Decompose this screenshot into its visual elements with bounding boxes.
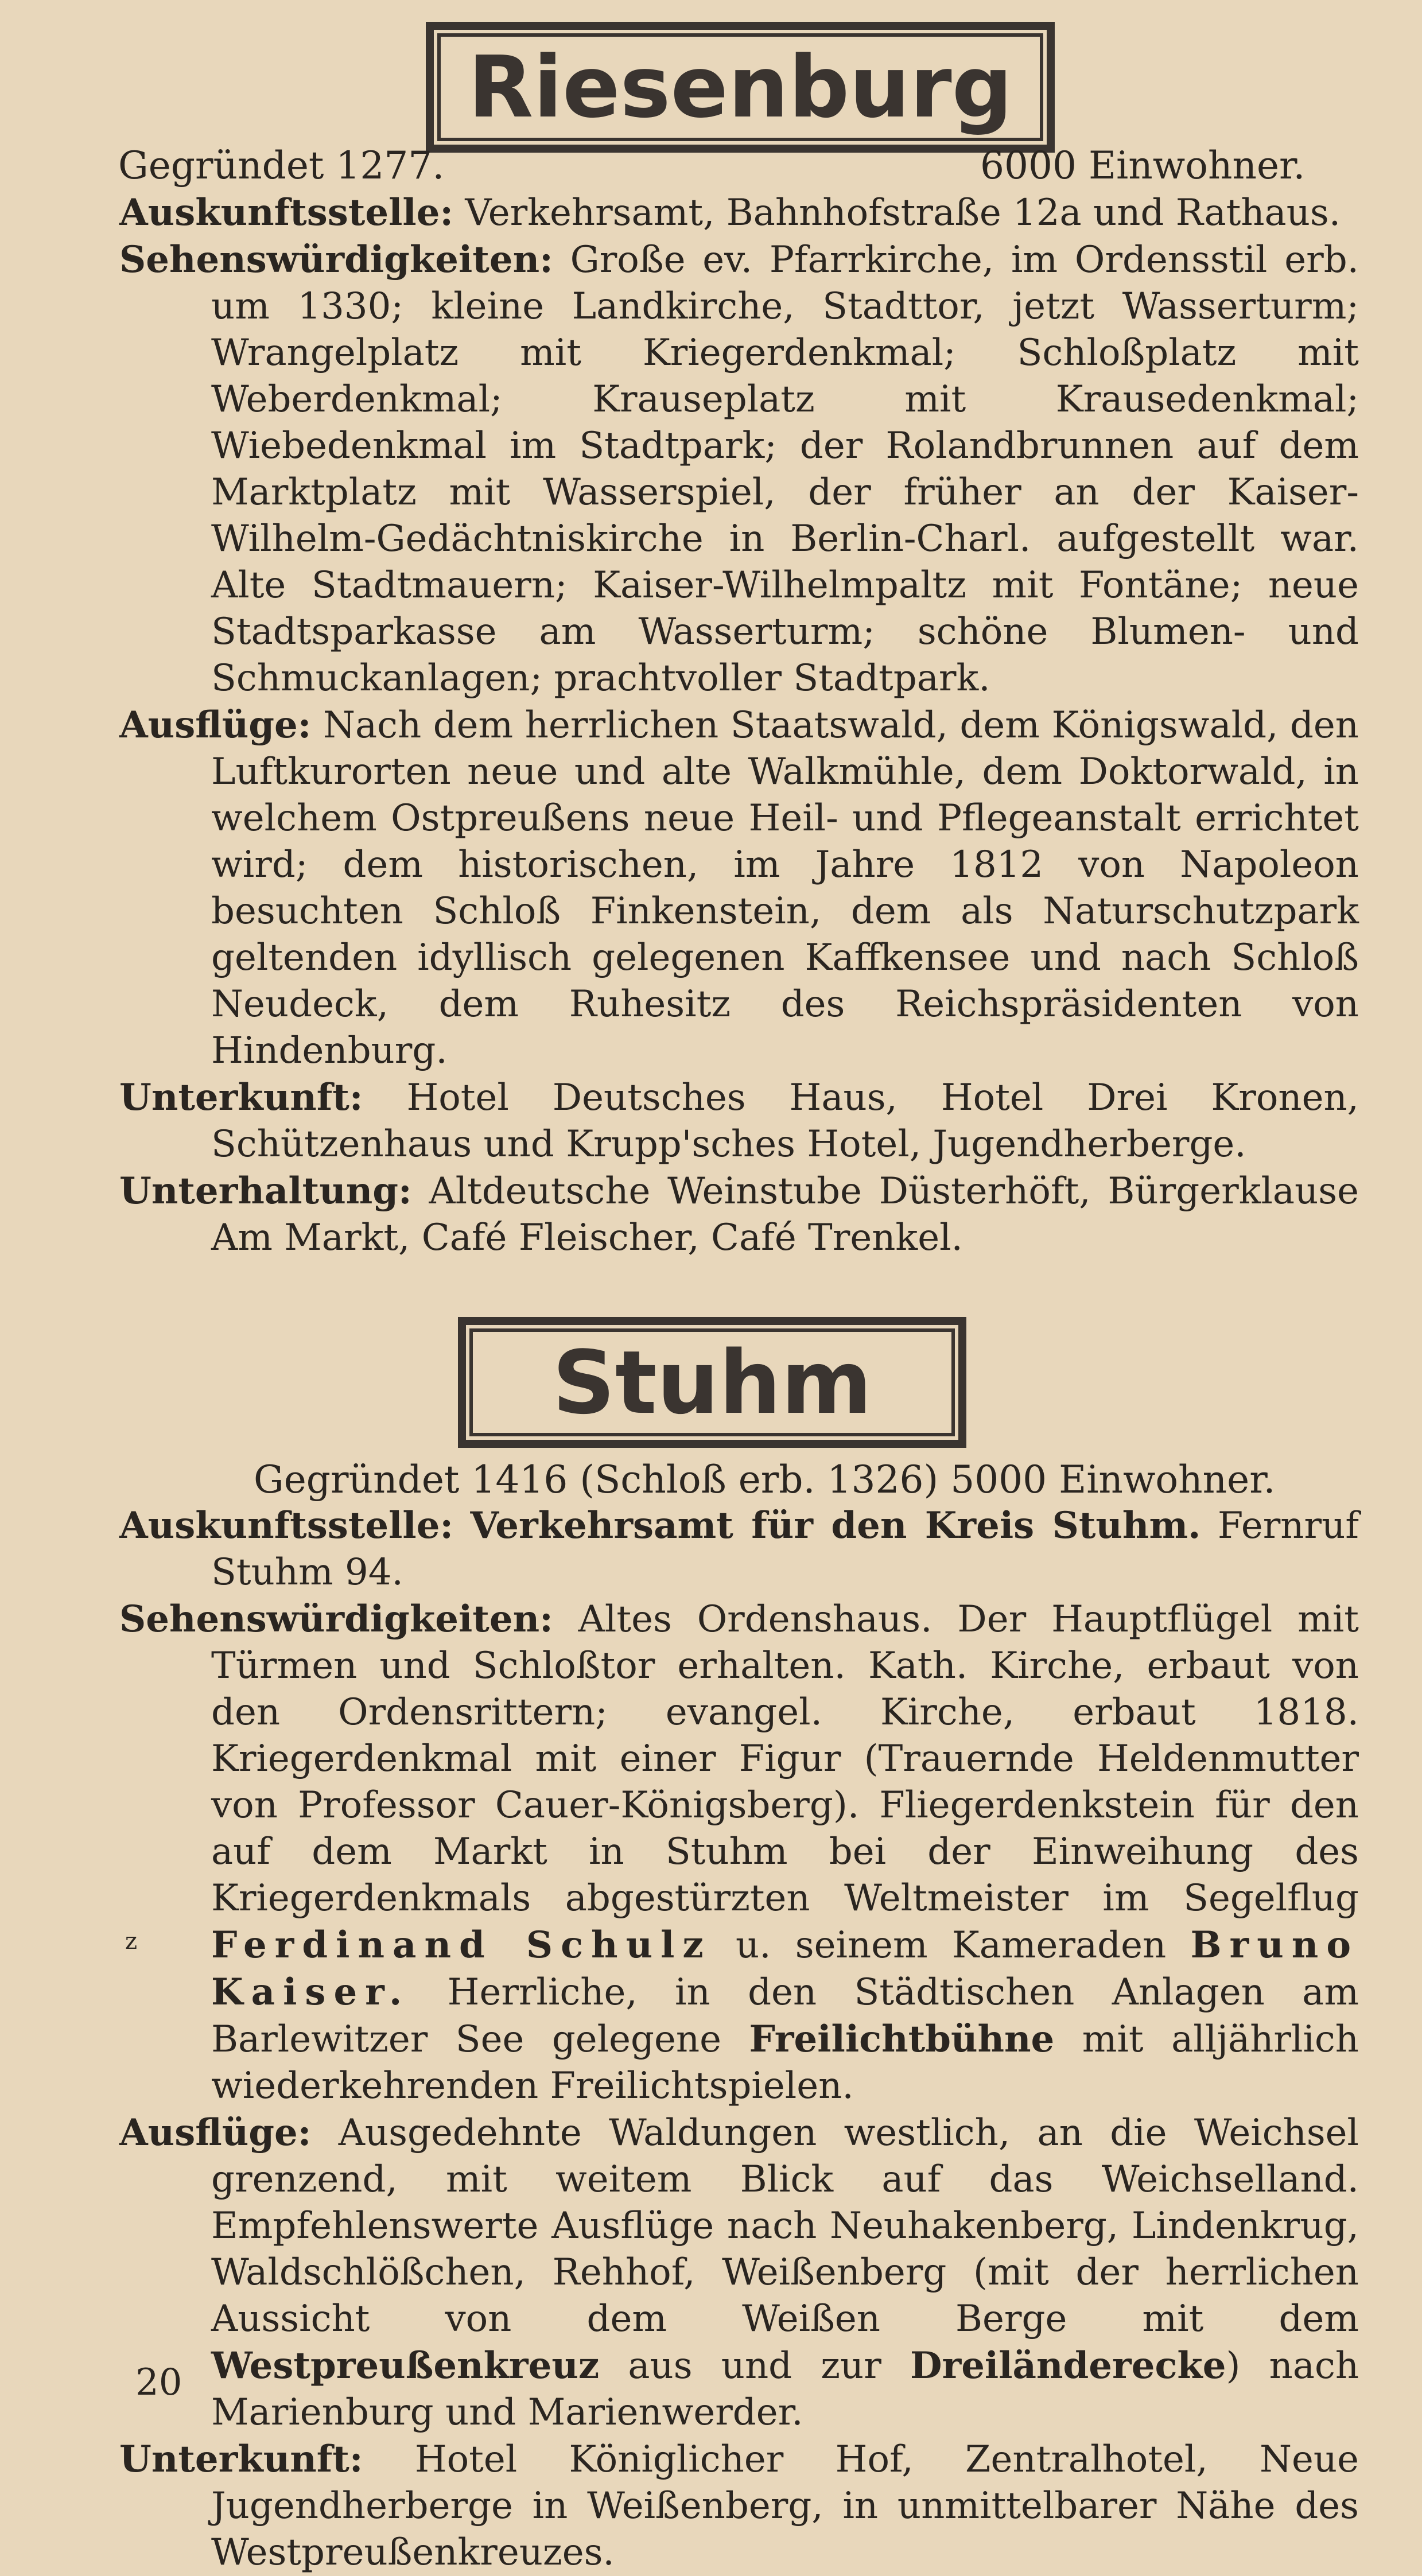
- unterhaltung-text: Altdeutsche Weinstube Düsterhöft, Bürgerklause Am Markt, Café Fleischer, Café Trenkel.: [211, 1170, 1359, 1259]
- stuhm-unterkunft: [119, 2436, 1359, 2576]
- sehens-text-4: mit alljährlich wiederkehrenden Freilichtspielen.: [211, 2018, 1359, 2107]
- sehens-bold: Freilichtbühne: [749, 2018, 1055, 2061]
- sehens-label: Sehenswürdigkeiten:: [119, 1598, 553, 1641]
- stuhm-sehens: [119, 1596, 1359, 2109]
- riesenburg-unterkunft: [119, 1074, 1359, 1168]
- sehens-label: Sehenswürdigkeiten:: [119, 238, 553, 281]
- auskunft-label: Auskunftsstelle:: [119, 1504, 454, 1547]
- unterhaltung-label: Unterhaltung:: [119, 1170, 412, 1213]
- riesenburg-title: [426, 22, 1055, 153]
- unterkunft-label: Unterkunft:: [119, 2438, 363, 2481]
- auskunft-text: Fernruf Stuhm 94.: [211, 1505, 1359, 1594]
- ausfluege-bold-2: Dreiländerecke: [910, 2344, 1226, 2387]
- stray-mark: z: [125, 1928, 138, 1955]
- riesenburg-entries: [119, 189, 1359, 1261]
- stuhm-auskunft: [119, 1502, 1359, 1596]
- ausfluege-text-1: Ausgedehnte Waldungen westlich, an die Weichsel grenzend, mit weitem Blick auf das Weichselland. Empfehlenswerte Ausflüge nach Neuhakenberg, Lindenkrug, Waldschlößchen, Rehhof, Weißenberg (mit der herrlichen Aussicht von dem Weißen Berge mit dem: [211, 2112, 1359, 2340]
- stuhm-founded: Gegründet 1416 (Schloß erb. 1326) 5000 Einwohner.: [254, 1458, 1276, 1502]
- riesenburg-sehens: [119, 236, 1359, 702]
- ausfluege-label: Ausflüge:: [119, 2111, 312, 2154]
- riesenburg-founded: Gegründet 1277.: [118, 143, 445, 188]
- ausfluege-label: Ausflüge:: [119, 704, 312, 747]
- ausfluege-text-2: aus und zur: [628, 2345, 881, 2387]
- sehens-text-2: u. seinem Kameraden: [735, 1924, 1167, 1967]
- auskunft-text: Verkehrsamt, Bahnhofstraße 12a und Rathaus.: [465, 192, 1341, 234]
- stuhm-title: [458, 1317, 966, 1448]
- sehens-text-3: Herrliche, in den Städtischen Anlagen am Barlewitzer See gelegene: [211, 1971, 1359, 2061]
- ausfluege-text-3: ) nach Marienburg und Marienwerder.: [211, 2345, 1359, 2434]
- ausfluege-text: Nach dem herrlichen Staatswald, dem Königswald, den Luftkurorten neue und alte Walkmühle, dem Doktorwald, in welchem Ostpreußens neue Heil- und Pflegeanstalt errichtet wird; dem historischen, im Jahre 1812 von Napoleon besuchten Schloß Finkenstein, dem als Naturschutzpark geltenden idyllisch gelegenen Kaffkensee und nach Schloß Neudeck, dem Ruhesitz des Reichspräsidenten von Hindenburg.: [211, 704, 1359, 1072]
- auskunft-label: Auskunftsstelle:: [119, 191, 454, 234]
- ausfluege-bold-1: Westpreußenkreuz: [211, 2344, 600, 2387]
- riesenburg-auskunft: [119, 189, 1359, 236]
- page-number: 20: [135, 2361, 182, 2404]
- sehens-text-1: Altes Ordenshaus. Der Hauptflügel mit Türmen und Schloßtor erhalten. Kath. Kirche, erbaut von den Ordensrittern; evangel. Kirche, erbaut 1818. Kriegerdenkmal mit einer Figur (Trauernde Heldenmutter von Professor Cauer-Königsberg). Fliegerdenkstein für den auf dem Markt in Stuhm bei der Einweihung des Kriegerdenkmals abgestürzten Weltmeister im Segelflug: [211, 1598, 1359, 1920]
- sehens-text: Große ev. Pfarrkirche, im Ordensstil erb. um 1330; kleine Landkirche, Stadttor, jetzt Wasserturm; Wrangelplatz mit Kriegerdenkmal; Schloßplatz mit Weberdenkmal; Krauseplatz mit Krausedenkmal; Wiebedenkmal im Stadtpark; der Rolandbrunnen auf dem Marktplatz mit Wasserspiel, der früher an der Kaiser-Wilhelm-Gedächtniskirche in Berlin-Charl. aufgestellt war. Alte Stadtmauern; Kaiser-Wilhelmpaltz mit Fontäne; neue Stadtsparkasse am Wasserturm; schöne Blumen- und Schmuckanlagen; prachtvoller Stadtpark.: [211, 239, 1359, 700]
- riesenburg-population: 6000 Einwohner.: [980, 143, 1306, 188]
- sehens-name-1: Ferdinand Schulz: [211, 1924, 712, 1967]
- unterkunft-text: Hotel Deutsches Haus, Hotel Drei Kronen, Schützenhaus und Krupp'sches Hotel, Jugendherberge.: [211, 1077, 1359, 1165]
- stuhm-entries: [119, 1502, 1359, 2576]
- unterkunft-label: Unterkunft:: [119, 1076, 363, 1119]
- auskunft-bold: Verkehrsamt für den Kreis Stuhm.: [470, 1504, 1201, 1547]
- riesenburg-title-text: Riesenburg: [468, 38, 1013, 137]
- riesenburg-unterhaltung: [119, 1168, 1359, 1261]
- sehens-name-2: Bruno Kaiser.: [211, 1924, 1359, 2014]
- unterkunft-text: Hotel Königlicher Hof, Zentralhotel, Neue Jugendherberge in Weißenberg, in unmittelbarer Nähe des Westpreußenkreuzes.: [211, 2438, 1359, 2574]
- stuhm-title-text: Stuhm: [552, 1331, 872, 1433]
- stuhm-ausfluege: [119, 2109, 1359, 2436]
- riesenburg-ausfluege: [119, 702, 1359, 1074]
